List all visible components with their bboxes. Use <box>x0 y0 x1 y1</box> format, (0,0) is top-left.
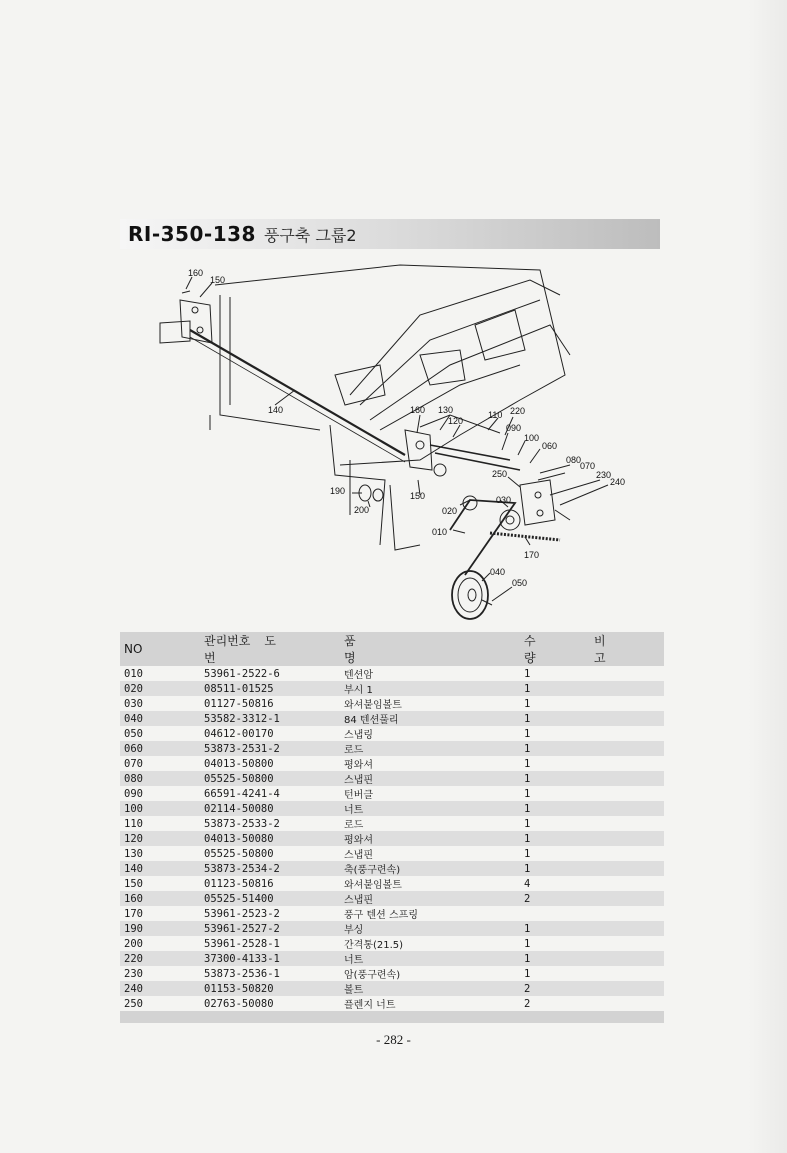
cell-part-name: 스냅핀 <box>344 891 524 906</box>
cell-part-name: 풍구 텐션 스프링 <box>344 910 418 921</box>
cell-drawing-no: 01127-50816 <box>204 697 274 710</box>
cell-part-name: 너트 <box>344 801 524 816</box>
table-row <box>120 906 664 921</box>
cell-drawing-no: 05525-50800 <box>204 771 344 786</box>
cell-quantity <box>524 906 594 921</box>
table-header-row <box>120 632 664 666</box>
callout-060: 060 <box>542 441 558 451</box>
cell-part-name: 스냅링 <box>344 730 373 741</box>
cell-part-name: 84 텐션풀리 <box>344 711 524 726</box>
table-row <box>120 786 664 801</box>
callout-020: 020 <box>442 506 458 516</box>
table-row <box>120 666 664 681</box>
callout-200: 200 <box>354 505 370 515</box>
table-row <box>120 756 664 771</box>
cell-drawing-no: 53961-2522-6 <box>204 667 280 680</box>
callout-100: 100 <box>524 433 540 443</box>
cell-no: 090 <box>124 787 143 800</box>
cell-part-name: 로드 <box>344 820 364 831</box>
cell-drawing-no: 01123-50816 <box>204 877 274 890</box>
cell-drawing-no: 53582-3312-1 <box>204 711 344 726</box>
callout-150-mid: 150 <box>410 491 426 501</box>
table-row <box>120 801 664 816</box>
cell-part-name: 스냅핀 <box>344 771 524 786</box>
cell-quantity: 1 <box>524 831 594 846</box>
table-row <box>120 891 664 906</box>
cell-drawing-no: 04013-50080 <box>204 831 344 846</box>
cell-no: 230 <box>124 967 143 980</box>
cell-drawing-no: 53873-2533-2 <box>204 817 280 830</box>
callout-130: 130 <box>438 405 454 415</box>
cell-drawing-no: 53961-2523-2 <box>204 907 280 920</box>
cell-drawing-no: 02114-50080 <box>204 801 344 816</box>
cell-remarks <box>594 996 664 1011</box>
callout-050: 050 <box>512 578 528 588</box>
cell-remarks <box>594 846 664 861</box>
header-name: 품 명 <box>344 632 524 666</box>
cell-no: 050 <box>124 727 143 740</box>
table-row <box>120 936 664 951</box>
callout-240: 240 <box>610 477 626 487</box>
cell-quantity: 1 <box>524 727 531 740</box>
cell-drawing-no: 05525-51400 <box>204 891 344 906</box>
cell-drawing-no: 53873-2531-2 <box>204 741 344 756</box>
cell-no: 120 <box>120 831 204 846</box>
cell-remarks <box>594 981 664 996</box>
header-drawing <box>204 632 344 666</box>
cell-drawing-no: 53873-2534-2 <box>204 861 344 876</box>
cell-no: 150 <box>124 877 143 890</box>
cell-quantity: 2 <box>524 891 594 906</box>
cell-part-name: 텐션암 <box>344 670 373 681</box>
cell-drawing-no: 53961-2528-1 <box>204 937 280 950</box>
callout-220: 220 <box>510 406 526 416</box>
table-row <box>120 981 664 996</box>
exploded-parts-diagram <box>120 255 660 625</box>
callout-080: 080 <box>566 455 582 465</box>
cell-part-name: 부싱 <box>344 921 524 936</box>
callout-250: 250 <box>492 469 508 479</box>
cell-part-name: 로드 <box>344 741 524 756</box>
cell-quantity: 1 <box>524 921 594 936</box>
cell-quantity: 1 <box>524 801 594 816</box>
cell-quantity: 1 <box>524 967 531 980</box>
table-row <box>120 726 664 741</box>
cell-no: 030 <box>124 697 143 710</box>
cell-remarks <box>594 891 664 906</box>
cell-quantity: 2 <box>524 981 594 996</box>
callout-190: 190 <box>330 486 346 496</box>
table-row <box>120 696 664 711</box>
cell-remarks <box>594 876 664 891</box>
cell-drawing-no: 53873-2536-1 <box>204 967 280 980</box>
parts-list-table <box>120 632 664 1023</box>
cell-no: 040 <box>120 711 204 726</box>
cell-part-name: 부시 1 <box>344 681 524 696</box>
cell-quantity: 1 <box>524 667 531 680</box>
cell-quantity: 1 <box>524 771 594 786</box>
table-row <box>120 861 664 876</box>
cell-remarks <box>594 756 664 771</box>
cell-remarks <box>594 831 664 846</box>
callout-040: 040 <box>490 567 506 577</box>
cell-part-name: 턴버클 <box>344 790 373 801</box>
cell-remarks <box>594 696 664 711</box>
callout-030: 030 <box>496 495 512 505</box>
callout-170: 170 <box>524 550 540 560</box>
cell-no: 170 <box>124 907 143 920</box>
scan-shadow <box>747 0 787 1153</box>
cell-part-name: 볼트 <box>344 981 524 996</box>
cell-quantity: 1 <box>524 681 594 696</box>
table-row <box>120 966 664 981</box>
cell-quantity: 1 <box>524 711 594 726</box>
table-footer-cell <box>120 1011 664 1023</box>
cell-quantity: 1 <box>524 847 531 860</box>
header-qty: 수 량 <box>524 632 594 666</box>
cell-remarks <box>594 936 664 951</box>
cell-drawing-no: 02763-50080 <box>204 997 274 1010</box>
cell-drawing-no: 66591-4241-4 <box>204 787 280 800</box>
table-row <box>120 771 664 786</box>
table-row <box>120 951 664 966</box>
cell-remarks <box>594 681 664 696</box>
cell-no: 130 <box>124 847 143 860</box>
table-row <box>120 921 664 936</box>
table-row <box>120 831 664 846</box>
cell-no: 200 <box>124 937 143 950</box>
callout-010: 010 <box>432 527 448 537</box>
cell-no: 160 <box>120 891 204 906</box>
cell-no: 100 <box>120 801 204 816</box>
cell-remarks <box>594 666 664 681</box>
cell-no: 190 <box>120 921 204 936</box>
table-row <box>120 846 664 861</box>
cell-remarks <box>594 816 664 831</box>
cell-no: 080 <box>120 771 204 786</box>
cell-no: 070 <box>124 757 143 770</box>
cell-part-name: 평와셔 <box>344 760 373 771</box>
cell-part-name: 암(풍구련속) <box>344 970 401 981</box>
cell-drawing-no: 08511-01525 <box>204 681 344 696</box>
cell-quantity: 1 <box>524 741 594 756</box>
title-bar <box>120 219 660 249</box>
cell-remarks <box>594 966 664 981</box>
cell-drawing-no: 04013-50800 <box>204 757 274 770</box>
cell-quantity: 1 <box>524 951 594 966</box>
cell-remarks <box>594 771 664 786</box>
callout-160-mid: 160 <box>410 405 426 415</box>
table-row <box>120 996 664 1011</box>
callout-160-top: 160 <box>188 268 204 278</box>
table-row <box>120 876 664 891</box>
parts-list-body <box>120 666 664 1023</box>
callout-230: 230 <box>596 470 612 480</box>
cell-remarks <box>594 711 664 726</box>
header-remarks: 비 고 <box>594 632 664 666</box>
cell-quantity: 2 <box>524 997 531 1010</box>
part-group-code: RI-350-138 <box>128 222 256 246</box>
cell-drawing-no: 04612-00170 <box>204 727 274 740</box>
cell-remarks <box>594 906 664 921</box>
cell-no: 010 <box>124 667 143 680</box>
cell-part-name: 플렌지 너트 <box>344 1000 396 1011</box>
header-no: NO <box>120 632 204 666</box>
callout-150-top: 150 <box>210 275 226 285</box>
cell-no: 060 <box>120 741 204 756</box>
cell-quantity: 1 <box>524 757 531 770</box>
cell-drawing-no: 05525-50800 <box>204 847 274 860</box>
cell-quantity: 1 <box>524 937 531 950</box>
cell-remarks <box>594 951 664 966</box>
cell-remarks <box>594 741 664 756</box>
cell-drawing-no: 37300-4133-1 <box>204 951 344 966</box>
callout-110: 110 <box>488 410 503 420</box>
cell-part-name: 스냅핀 <box>344 850 373 861</box>
cell-part-name: 너트 <box>344 951 524 966</box>
cell-no: 140 <box>120 861 204 876</box>
callout-070: 070 <box>580 461 596 471</box>
table-row <box>120 816 664 831</box>
table-row <box>120 681 664 696</box>
cell-no: 220 <box>120 951 204 966</box>
page-number: - 282 - <box>376 1032 411 1047</box>
cell-part-name: 와셔붙임볼트 <box>344 700 402 711</box>
table-row <box>120 741 664 756</box>
cell-no: 110 <box>124 817 143 830</box>
cell-part-name: 평와셔 <box>344 831 524 846</box>
cell-quantity: 1 <box>524 787 531 800</box>
callout-120: 120 <box>448 416 464 426</box>
callout-140: 140 <box>268 405 284 415</box>
cell-part-name: 와셔붙임볼트 <box>344 880 402 891</box>
cell-no: 240 <box>120 981 204 996</box>
callout-090: 090 <box>506 423 522 433</box>
cell-part-name: 축(풍구련속) <box>344 861 524 876</box>
cell-remarks <box>594 726 664 741</box>
cell-no: 020 <box>120 681 204 696</box>
cell-part-name: 간격통(21.5) <box>344 940 404 951</box>
cell-no: 250 <box>124 997 143 1010</box>
cell-remarks <box>594 861 664 876</box>
cell-remarks <box>594 801 664 816</box>
part-group-name: 풍구축 그룹2 <box>263 225 357 245</box>
table-footer-bar <box>120 1011 664 1023</box>
cell-remarks <box>594 921 664 936</box>
table-row <box>120 711 664 726</box>
cell-quantity: 1 <box>524 697 531 710</box>
cell-drawing-no: 01153-50820 <box>204 981 344 996</box>
header-mgmt: 관리번호 <box>204 634 251 648</box>
cell-quantity: 4 <box>524 877 531 890</box>
cell-remarks <box>594 786 664 801</box>
header-drawing-no: 도 번 <box>204 634 316 665</box>
cell-drawing-no: 53961-2527-2 <box>204 921 344 936</box>
cell-quantity: 1 <box>524 861 594 876</box>
cell-quantity: 1 <box>524 817 531 830</box>
diagram-drawing <box>120 255 660 625</box>
